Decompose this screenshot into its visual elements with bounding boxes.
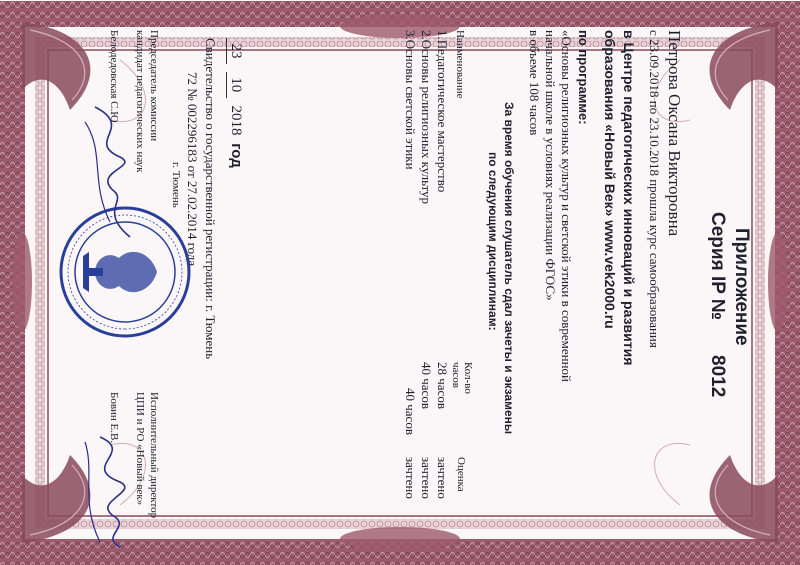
registration-line-2: 72 № 002296183 от 27.02.2014 года (185, 72, 200, 267)
table-row-hours: 40 часов (403, 388, 418, 435)
col-header-hours-2: часов (450, 362, 462, 388)
doc-title: Приложение (731, 228, 752, 346)
table-row-grade: зачтено (419, 457, 434, 499)
rotated-content (0, 2, 800, 562)
right-signature (70, 432, 140, 552)
table-row-name: 1.Педагогическое мастерство (435, 30, 450, 193)
right-signer-name: Бовин Е.В. (108, 392, 120, 444)
course-dates: с 23.09.2018 по 23.10.2018 прошла курс самообразования (647, 30, 662, 348)
right-signer-title-1: Исполнительный директор (148, 392, 160, 519)
left-signature (75, 102, 145, 242)
table-row-hours: 28 часов (435, 362, 450, 409)
col-header-hours-1: Кол-во (462, 362, 474, 394)
series-label: Серия IP № (707, 212, 728, 321)
date-suffix: год (228, 143, 245, 168)
date-month: 10 (226, 72, 244, 98)
program-line-1: «Основы религиозных культур и светской этики в современной (559, 30, 574, 383)
table-row-name: 3.Основы светской этики (403, 30, 418, 170)
exams-line-1: За время обучения слушатель сдал зачеты и экзамены (502, 102, 516, 435)
col-header-grade: Оценка (455, 457, 467, 492)
exams-line-2: по следующим дисциплинам: (486, 152, 500, 331)
series-number: 8012 (707, 355, 728, 398)
right-signer-title-2: ЦПИ и РО «Новый век» (134, 392, 146, 506)
recipient-name: Петрова Оксана Викторовна (665, 30, 684, 237)
left-signer-name: Белодедовская С.Ю. (108, 30, 120, 126)
table-row-grade: зачтено (403, 457, 418, 499)
col-header-name: Наименование (454, 30, 466, 99)
registration-line-1: Свидетельство о государственной регистрации: г. Тюмень (203, 38, 218, 360)
registration-city: г. Тюмень (170, 162, 182, 208)
date-year: 2018 (228, 105, 244, 136)
date-day: 23 (226, 38, 244, 64)
left-signer-title-2: кандидат педагогических наук (134, 30, 146, 173)
table-row-hours: 40 часов (419, 362, 434, 409)
program-label: по программе: (576, 30, 591, 125)
date-block (226, 38, 245, 168)
center-line-2: образования «Новый Век» www.vek2000.ru (602, 30, 618, 329)
table-row-grade: зачтено (435, 457, 450, 499)
table-row-name: 2.Основы религиозных культур (419, 30, 434, 205)
program-hours: в объеме 108 часов (527, 30, 542, 136)
program-line-2: начальной школе в условиях реализации ФГОС» (543, 30, 558, 301)
center-line-1: в Центре педагогических инноваций и развития (621, 30, 637, 366)
left-signer-title-1: Председатель комиссии (148, 30, 160, 142)
